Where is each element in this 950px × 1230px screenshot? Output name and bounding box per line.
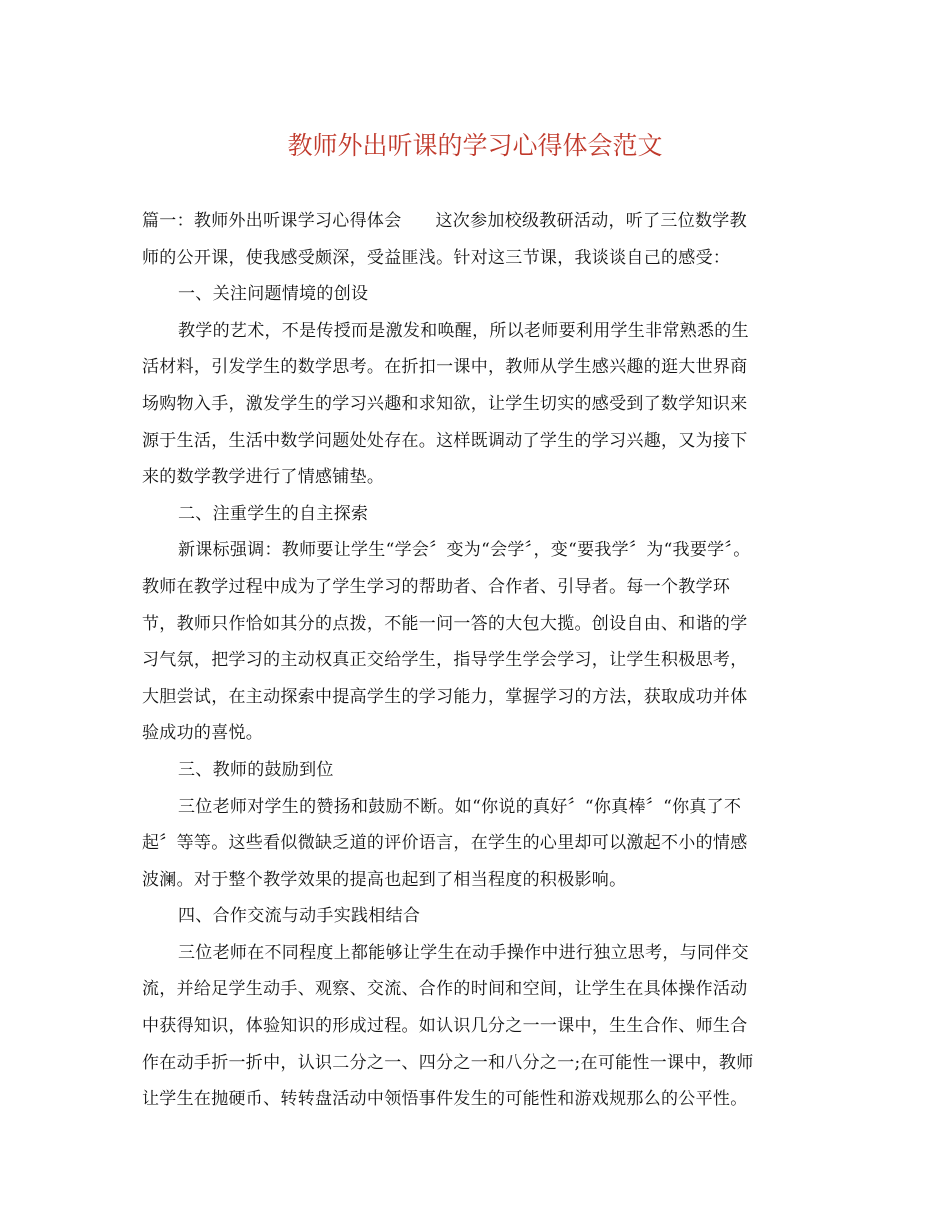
section-heading-part1: 篇一：教师外出听课学习心得体会 [142,211,402,231]
paragraph-line: 来的数学教学进行了情感铺垫。 [142,467,385,488]
paragraph-line: 教师在教学过程中成为了学生学习的帮助者、合作者、引导者。每一个教学环 [142,576,731,597]
section-heading: 二、注重学生的自主探索 [178,503,369,524]
paragraph-line: 三位老师在不同程度上都能够让学生在动手操作中进行独立思考，与同伴交 [178,942,749,963]
paragraph-line: 波澜。对于整个教学效果的提高也起到了相当程度的积极影响。 [142,869,627,890]
paragraph-line: 流，并给足学生动手、观察、交流、合作的时间和空间，让学生在具体操作活动 [142,979,748,1000]
paragraph-line: 活材料，引发学生的数学思考。在折扣一课中，教师从学生感兴趣的逛大世界商 [142,357,748,378]
paragraph-line: 让学生在抛硬币、转转盘活动中领悟事件发生的可能性和游戏规那么的公平性。 [142,1089,748,1110]
paragraph-line: 新课标强调：教师要让学生“学会〞变为“会学〞，变“要我学〞为“我要学〞。 [178,540,751,561]
section-heading: 一、关注问题情境的创设 [178,284,369,305]
paragraph-line: 源于生活，生活中数学问题处处存在。这样既调动了学生的学习兴趣，又为接下 [142,430,748,451]
section-heading: 四、合作交流与动手实践相结合 [178,906,421,927]
document-title: 教师外出听课的学习心得体会范文 [287,131,663,160]
paragraph-line: 习气氛，把学习的主动权真正交给学生，指导学生学会学习，让学生积极思考， [142,650,748,671]
paragraph-line: 三位老师对学生的赞扬和鼓励不断。如“你说的真好〞“你真棒〞“你真了不 [178,796,742,817]
paragraph-line: 作在动手折一折中，认识二分之一、四分之一和八分之一;在可能性一课中，教师 [142,1052,754,1073]
paragraph-line: 场购物入手，激发学生的学习兴趣和求知欲，让学生切实的感受到了数学知识来 [142,393,748,414]
paragraph-line: 大胆尝试，在主动探索中提高学生的学习能力，掌握学习的方法，获取成功并体 [142,686,748,707]
paragraph-line: 验成功的喜悦。 [142,723,264,744]
paragraph-line: 节，教师只作恰如其分的点拨，不能一问一答的大包大揽。创设自由、和谐的学 [142,613,748,634]
paragraph-line: 起〞等等。这些看似微缺乏道的评价语言，在学生的心里却可以激起不小的情感 [142,833,748,854]
paragraph-line: 师的公开课，使我感受颇深，受益匪浅。针对这三节课，我谈谈自己的感受： [142,247,731,268]
document-body [142,203,810,1118]
paragraph-line: 教学的艺术，不是传授而是激发和唤醒，所以老师要利用学生非常熟悉的生 [178,320,749,341]
paragraph-text: 这次参加校级教研活动，听了三位数学教 [435,211,747,231]
section-heading: 三、教师的鼓励到位 [178,759,334,780]
paragraph-line [142,203,810,240]
paragraph-line: 中获得知识，体验知识的形成过程。如认识几分之一一课中，生生合作、师生合 [142,1016,748,1037]
